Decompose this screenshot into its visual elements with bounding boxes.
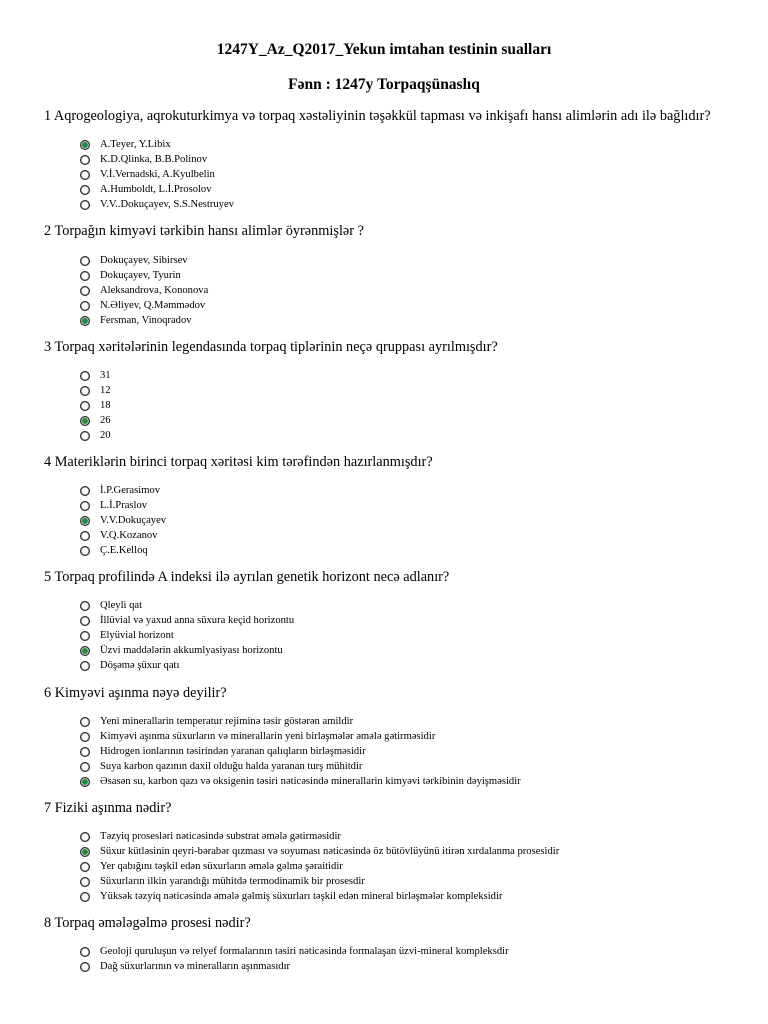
answer-label: Üzvi maddələrin akkumlyasiyası horizontu bbox=[100, 645, 283, 656]
answer-label: İllüvial və yaxud anna süxura keçid horizontu bbox=[100, 615, 295, 626]
answer-label: Dokuçayev, Sibirsev bbox=[100, 255, 188, 266]
radio-icon[interactable] bbox=[80, 486, 90, 496]
answer-label: K.D.Qlinka, B.B.Polinov bbox=[100, 154, 208, 165]
radio-selected-icon[interactable] bbox=[80, 847, 90, 857]
answer-option[interactable] bbox=[80, 283, 208, 298]
question-text: 6 Kimyəvi aşınma nəyə deyilir? bbox=[44, 685, 227, 701]
answer-label: A.Humboldt, L.İ.Prosolov bbox=[100, 184, 212, 195]
answer-label: Qleyli qat bbox=[100, 600, 143, 611]
answer-label: Aleksandrova, Kononova bbox=[100, 285, 209, 296]
answer-option[interactable] bbox=[80, 774, 521, 789]
answer-option[interactable] bbox=[80, 413, 111, 428]
answer-option[interactable] bbox=[80, 628, 294, 643]
answer-option[interactable] bbox=[80, 658, 294, 673]
answer-label: A.Teyer, Y.Libix bbox=[100, 139, 171, 150]
answer-label: 18 bbox=[100, 400, 111, 411]
answer-options bbox=[80, 368, 111, 443]
answer-label: Dağ süxurlarının və mineralların aşınmasıdır bbox=[100, 961, 291, 972]
answer-option[interactable] bbox=[80, 889, 559, 904]
answer-option[interactable] bbox=[80, 368, 111, 383]
answer-label: Döşəmə şüxur qatı bbox=[100, 660, 180, 671]
answer-label: 20 bbox=[100, 430, 111, 441]
answer-option[interactable] bbox=[80, 744, 521, 759]
radio-icon[interactable] bbox=[80, 631, 90, 641]
answer-label: 31 bbox=[100, 370, 111, 381]
radio-selected-icon[interactable] bbox=[80, 516, 90, 526]
radio-selected-icon[interactable] bbox=[80, 416, 90, 426]
answer-option[interactable] bbox=[80, 759, 521, 774]
radio-icon[interactable] bbox=[80, 661, 90, 671]
radio-icon[interactable] bbox=[80, 286, 90, 296]
question-text: 3 Torpaq xəritələrinin legendasında torpaq tiplərinin neçə qruppası ayrılmışdır? bbox=[44, 339, 498, 355]
subject-title: Fənn : 1247y Torpaqşünaslıq bbox=[288, 76, 480, 93]
answer-label: Yeni minerallarin temperatur rejiminə təsir göstərən amildir bbox=[100, 716, 354, 727]
radio-icon[interactable] bbox=[80, 185, 90, 195]
answer-label: Yer qabığını təşkil edən süxurların əmələ gəlmə şəraitidir bbox=[100, 861, 343, 872]
answer-options bbox=[80, 483, 166, 558]
answer-label: V.V.Dokuçayev bbox=[100, 515, 167, 526]
radio-icon[interactable] bbox=[80, 301, 90, 311]
answer-label: Süxurların ilkin yarandığı mühitdə termodinamik bir prosesdir bbox=[100, 876, 365, 887]
answer-label: L.İ.Praslov bbox=[100, 500, 148, 511]
answer-option[interactable] bbox=[80, 137, 234, 152]
answer-option[interactable] bbox=[80, 483, 166, 498]
answer-label: İ.P.Gerasimov bbox=[100, 485, 161, 496]
radio-selected-icon[interactable] bbox=[80, 777, 90, 787]
question-text: 4 Materiklərin birinci torpaq xəritəsi kim tərəfindən hazırlanmışdır? bbox=[44, 454, 433, 470]
radio-icon[interactable] bbox=[80, 200, 90, 210]
answer-option[interactable] bbox=[80, 829, 559, 844]
radio-icon[interactable] bbox=[80, 170, 90, 180]
answer-label: Təzyiq prosesləri nəticəsində substrat əmələ gətirməsidir bbox=[100, 831, 341, 842]
radio-icon[interactable] bbox=[80, 501, 90, 511]
answer-label: N.Əliyev, Q.Məmmədov bbox=[100, 300, 206, 311]
answer-option[interactable] bbox=[80, 729, 521, 744]
answer-label: V.Q.Kozanov bbox=[100, 530, 158, 541]
radio-icon[interactable] bbox=[80, 862, 90, 872]
question-text: 8 Torpaq əmələgəlmə prosesi nədir? bbox=[44, 915, 251, 931]
answer-options bbox=[80, 137, 234, 212]
radio-selected-icon[interactable] bbox=[80, 140, 90, 150]
radio-icon[interactable] bbox=[80, 155, 90, 165]
answer-label: 26 bbox=[100, 415, 111, 426]
answer-label: Süxur kütləsinin qeyri-bərabər qızması və soyuması nəticəsində öz bütövlüyünü itirən xırdalanma prosesidir bbox=[100, 846, 560, 857]
answer-option[interactable] bbox=[80, 613, 294, 628]
radio-selected-icon[interactable] bbox=[80, 316, 90, 326]
question-text: 2 Torpağın kimyəvi tərkibin hansı alimlər öyrənmişlər ? bbox=[44, 223, 364, 239]
answer-label: V.V..Dokuçayev, S.S.Nestruyev bbox=[100, 199, 234, 210]
answer-label: Suya karbon qazının daxil olduğu halda yaranan turş mühitdir bbox=[100, 761, 363, 772]
answer-option[interactable] bbox=[80, 944, 509, 959]
answer-label: Ç.E.Kelloq bbox=[100, 545, 148, 556]
radio-icon[interactable] bbox=[80, 531, 90, 541]
answer-label: Geoloji quruluşun və relyef formalarının təsiri nəticəsində formalaşan üzvi-mineral kompleksdir bbox=[100, 946, 509, 957]
answer-options bbox=[80, 829, 559, 904]
question-text: 7 Fiziki aşınma nədir? bbox=[44, 800, 172, 816]
answer-option[interactable] bbox=[80, 152, 234, 167]
answer-option[interactable] bbox=[80, 528, 166, 543]
answer-options bbox=[80, 253, 208, 328]
answer-option[interactable] bbox=[80, 643, 294, 658]
radio-icon[interactable] bbox=[80, 717, 90, 727]
radio-icon[interactable] bbox=[80, 546, 90, 556]
answer-option[interactable] bbox=[80, 874, 559, 889]
radio-icon[interactable] bbox=[80, 386, 90, 396]
answer-option[interactable] bbox=[80, 543, 166, 558]
answer-option[interactable] bbox=[80, 498, 166, 513]
answer-option[interactable] bbox=[80, 844, 559, 859]
answer-options bbox=[80, 598, 294, 673]
radio-icon[interactable] bbox=[80, 747, 90, 757]
answer-option[interactable] bbox=[80, 714, 521, 729]
answer-option[interactable] bbox=[80, 167, 234, 182]
answer-label: Yüksək təzyiq nəticəsində əmələ gəlmiş süxurları təşkil edən mineral birləşmələr kompleksidir bbox=[100, 891, 503, 902]
radio-icon[interactable] bbox=[80, 271, 90, 281]
question-text: 5 Torpaq profilində A indeksi ilə ayrılan genetik horizont necə adlanır? bbox=[44, 569, 450, 585]
radio-icon[interactable] bbox=[80, 256, 90, 266]
radio-icon[interactable] bbox=[80, 762, 90, 772]
answer-option[interactable] bbox=[80, 959, 509, 974]
radio-icon[interactable] bbox=[80, 947, 90, 957]
radio-icon[interactable] bbox=[80, 371, 90, 381]
answer-option[interactable] bbox=[80, 398, 111, 413]
answer-option[interactable] bbox=[80, 253, 208, 268]
radio-icon[interactable] bbox=[80, 962, 90, 972]
radio-icon[interactable] bbox=[80, 877, 90, 887]
answer-label: Əsasən su, karbon qazı və oksigenin təsiri nəticəsində minerallarin kimyəvi tərkibinin dəyişməsidir bbox=[100, 776, 521, 787]
answer-option[interactable] bbox=[80, 298, 208, 313]
radio-icon[interactable] bbox=[80, 732, 90, 742]
answer-label: Kimyəvi aşınma süxurların və minerallarin yeni birləşmələr əmələ gətirməsidir bbox=[100, 731, 436, 742]
radio-icon[interactable] bbox=[80, 832, 90, 842]
answer-label: Hidrogen ionlarının təsirindən yaranan qalıqların birləşməsidir bbox=[100, 746, 366, 757]
answer-option[interactable] bbox=[80, 197, 234, 212]
answer-option[interactable] bbox=[80, 428, 111, 443]
answer-label: 12 bbox=[100, 385, 111, 396]
answer-label: Dokuçayev, Tyurin bbox=[100, 270, 181, 281]
radio-icon[interactable] bbox=[80, 431, 90, 441]
answer-label: Fersman, Vinoqradov bbox=[100, 315, 192, 326]
radio-icon[interactable] bbox=[80, 601, 90, 611]
answer-label: V.İ.Vernadski, A.Kyulbelin bbox=[100, 169, 215, 180]
answer-option[interactable] bbox=[80, 182, 234, 197]
page-title: 1247Y_Az_Q2017_Yekun imtahan testinin sualları bbox=[216, 41, 552, 58]
radio-selected-icon[interactable] bbox=[80, 646, 90, 656]
answer-option[interactable] bbox=[80, 268, 208, 283]
radio-icon[interactable] bbox=[80, 892, 90, 902]
answer-option[interactable] bbox=[80, 313, 208, 328]
answer-label: Elyüvial horizont bbox=[100, 630, 174, 641]
radio-icon[interactable] bbox=[80, 401, 90, 411]
answer-options bbox=[80, 944, 509, 974]
answer-options bbox=[80, 714, 521, 789]
radio-icon[interactable] bbox=[80, 616, 90, 626]
answer-option[interactable] bbox=[80, 598, 294, 613]
answer-option[interactable] bbox=[80, 859, 559, 874]
question-text: 1 Aqrogeologiya, aqrokuturkimya və torpaq xəstəliyinin təşəkkül tapması və inkişafı hansı alimlərin adı ilə bağlıdır? bbox=[44, 108, 711, 124]
answer-option[interactable] bbox=[80, 383, 111, 398]
answer-option[interactable] bbox=[80, 513, 166, 528]
